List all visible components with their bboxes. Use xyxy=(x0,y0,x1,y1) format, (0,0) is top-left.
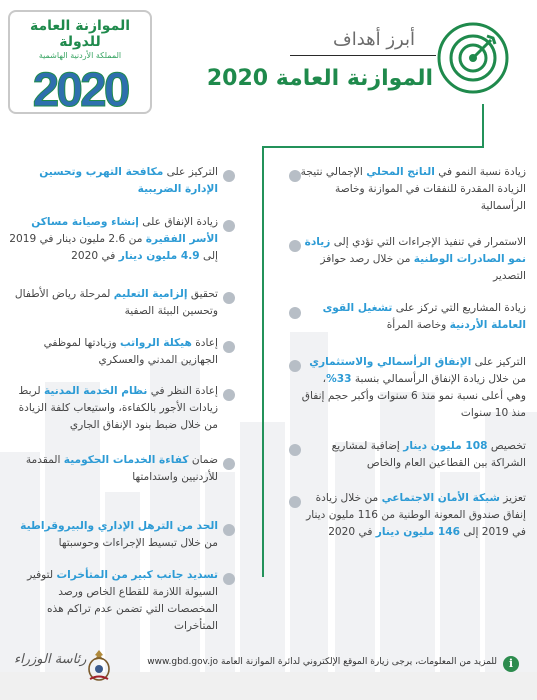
goal-item: تخصيص 108 مليون دينار إضافية لمشاريع الشراكة بين القطاعين العام والخاص xyxy=(331,440,526,469)
goal-item: الحد من الترهل الإداري والبيروقراطية من خلال تبسيط الإجراءات وحوسبتها xyxy=(20,520,218,549)
goal-item: زيادة الإنفاق على إنشاء وصيانة مساكن الأسر الفقيرة من 2.6 مليون دينار في 2019 إلى 4.9 مليون دينار في 2020 xyxy=(9,216,218,262)
timeline-dot xyxy=(223,170,235,182)
logo-title: الموازنة العامة للدولة xyxy=(29,18,131,50)
timeline-vertical-line xyxy=(262,147,264,577)
timeline-dot xyxy=(223,341,235,353)
goal-item: إعادة النظر في نظام الخدمة المدنية لربط زيادات الأجور بالكفاءة، واستيعاب كلفة الزيادة من خلال ضبط بنود الإنفاق الجاري xyxy=(18,385,218,431)
goal-item: التركيز على مكافحة التهرب وتحسين الإدارة الضريبية xyxy=(39,166,218,195)
svg-text:2020: 2020 xyxy=(32,64,128,112)
timeline-connector xyxy=(482,104,484,148)
info-icon: i xyxy=(503,656,519,672)
timeline-dot xyxy=(223,458,235,470)
header-subtitle: أبرز أهداف xyxy=(333,29,415,50)
footer-bar xyxy=(0,672,537,700)
goal-item: الاستمرار في تنفيذ الإجراءات التي تؤدي إلى زيادة نمو الصادرات الوطنية من خلال رصد حوافز التصدير xyxy=(304,236,526,282)
prime-ministry-signature: رئاسة الوزراء xyxy=(14,652,87,667)
header-title: الموازنة العامة 2020 xyxy=(206,66,433,91)
budget-2020-logo xyxy=(8,10,152,114)
goal-item: ضمان كفاءة الخدمات الحكومية المقدمة للأردنيين واستدامتها xyxy=(25,454,218,483)
target-icon xyxy=(437,22,509,94)
logo-year-graphic xyxy=(20,62,140,112)
timeline-dot xyxy=(223,220,235,232)
goal-item: تعزيز شبكة الأمان الاجتماعي من خلال زيادة إنفاق صندوق المعونة الوطنية من 116 مليون دينار في 2019 إلى 146 مليون دينار في 2020 xyxy=(306,492,526,538)
goal-item: زيادة نسبة النمو في الناتج المحلي الإجمالي نتيجة الزيادة المقدرة للنفقات في الموازنة وخاصة الرأسمالية xyxy=(300,166,526,212)
timeline-top-line xyxy=(262,146,484,148)
royal-emblem-icon xyxy=(86,648,112,682)
header-divider xyxy=(290,55,436,56)
timeline-dot xyxy=(223,573,235,585)
goal-item: زيادة المشاريع التي تركز على تشغيل القوى العاملة الأردنية وخاصة المرأة xyxy=(322,302,526,331)
footer-text: للمزيد من المعلومات، يرجى زيارة الموقع الإلكتروني لدائرة الموازنة العامة www.gbd.gov.jo xyxy=(147,657,497,667)
timeline-dot xyxy=(223,389,235,401)
timeline-dot xyxy=(223,292,235,304)
goal-item: إعادة هيكلة الرواتب وزيادتها لموظفي الجهازين المدني والعسكري xyxy=(43,337,218,366)
timeline-dot xyxy=(223,524,235,536)
goal-item: تسديد جانب كبير من المتأخرات لتوفير السيولة اللازمة للقطاع الخاص ورصد المخصصات التي تضمن عدم تراكم هذه المتأخرات xyxy=(27,569,218,632)
logo-subtitle: المملكة الأردنية الهاشمية xyxy=(38,51,122,60)
goal-item: التركيز على الإنفاق الرأسمالي والاستثماري من خلال زيادة الإنفاق الرأسمالي بنسبة 33%، وهي أعلى نسبة نمو منذ 6 سنوات وأكبر حجم إنفاق منذ 10 سنوات xyxy=(301,356,526,419)
goal-item: تحقيق إلزامية التعليم لمرحلة رياض الأطفال وتحسين البيئة الصفية xyxy=(14,288,218,317)
